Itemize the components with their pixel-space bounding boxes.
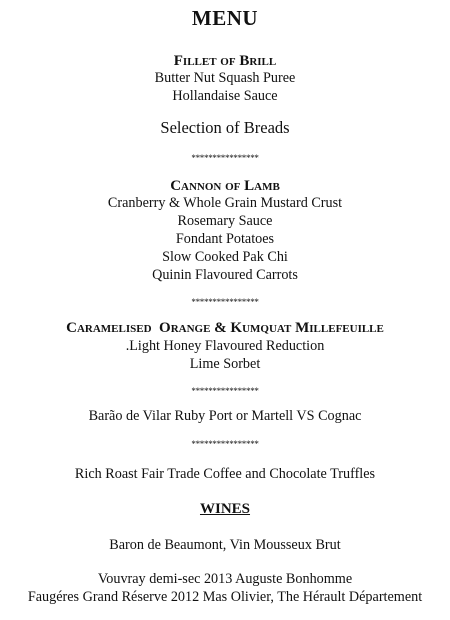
course-item: Lime Sorbet — [189, 356, 261, 372]
wine-item: Baron de Beaumont, Vin Mousseux Brut — [109, 537, 341, 553]
separator: **************** — [191, 153, 259, 163]
course-heading-brill: Fillet of Brill — [173, 53, 277, 69]
course-item: Quinin Flavoured Carrots — [152, 267, 298, 283]
course-item: Slow Cooked Pak Chi — [162, 249, 288, 265]
digestif-line: Barão de Vilar Ruby Port or Martell VS Cognac — [88, 408, 362, 424]
course-item: Rosemary Sauce — [177, 213, 273, 229]
course-heading-lamb: Cannon of Lamb — [170, 178, 280, 194]
separator: **************** — [191, 297, 259, 307]
course-item: Hollandaise Sauce — [172, 88, 278, 104]
separator: **************** — [191, 386, 259, 396]
course-item: Butter Nut Squash Puree — [154, 70, 296, 86]
breads-line: Selection of Breads — [160, 118, 290, 137]
course-item: Cranberry & Whole Grain Mustard Crust — [107, 195, 343, 211]
course-item: .Light Honey Flavoured Reduction — [125, 338, 325, 354]
wine-item: Faugéres Grand Réserve 2012 Mas Olivier, The Hérault Département — [27, 589, 423, 605]
coffee-line: Rich Roast Fair Trade Coffee and Chocolate Truffles — [74, 466, 376, 482]
separator: **************** — [191, 439, 259, 449]
menu-title: MENU — [191, 6, 259, 30]
wine-item: Vouvray demi-sec 2013 Auguste Bonhomme — [97, 571, 353, 587]
course-item: Fondant Potatoes — [175, 231, 275, 247]
wines-heading: WINES — [199, 501, 251, 517]
course-heading-millefeuille: Caramelised Orange & Kumquat Millefeuille — [66, 320, 384, 336]
